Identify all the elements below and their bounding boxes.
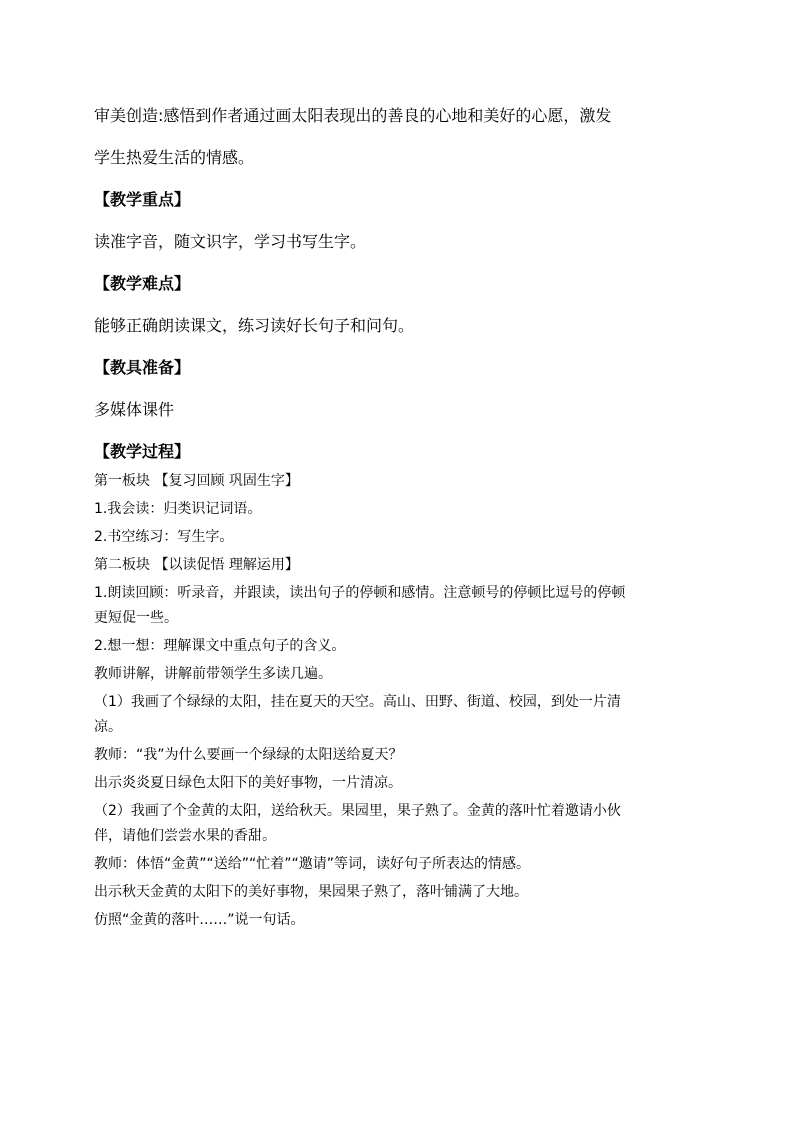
imitate-sentence: 仿照“金黄的落叶……”说一句话。 <box>94 912 305 928</box>
teacher-explain: 教师讲解，讲解前带领学生多读几遍。 <box>94 666 332 682</box>
aesthetic-line-1: 审美创造:感悟到作者通过画太阳表现出的善良的心地和美好的心愿，激发 <box>94 106 612 125</box>
sentence-1-line-1: （1）我画了个绿绿的太阳，挂在夏天的天空。高山、田野、街道、校园，到处一片清 <box>94 694 621 710</box>
block1-title: 第一板块 【复习回顾 巩固生字】 <box>94 473 299 489</box>
teacher-question-1: 教师：“我”为什么要画一个绿绿的太阳送给夏天？ <box>94 747 403 763</box>
document-page <box>94 98 706 929</box>
block2-item-2: 2.想一想：理解课文中重点句子的含义。 <box>94 638 346 654</box>
key-points-text: 读准字音，随文识字，学习书写生字。 <box>94 232 367 251</box>
block2-item-1-line-1: 1.朗读回顾：听录音，并跟读，读出句子的停顿和感情。注意顿号的停顿比逗号的停顿 <box>94 585 626 601</box>
block2-item-1-line-2: 更短促一些。 <box>94 610 178 626</box>
sentence-2-line-1: （2）我画了个金黄的太阳，送给秋天。果园里，果子熟了。金黄的落叶忙着邀请小伙 <box>94 803 621 819</box>
difficulties-text: 能够正确朗读课文，练习读好长句子和问句。 <box>94 316 415 335</box>
sentence-1-line-2: 凉。 <box>94 719 122 735</box>
materials-text: 多媒体课件 <box>94 400 175 419</box>
sentence-2-line-2: 伴，请他们尝尝水果的香甜。 <box>94 828 276 844</box>
heading-key-points: 【教学重点】 <box>94 190 191 209</box>
process-section <box>94 472 706 929</box>
block2-title: 第二板块 【以读促悟 理解运用】 <box>94 557 299 573</box>
show-autumn: 出示秋天金黄的太阳下的美好事物，果园果子熟了，落叶铺满了大地。 <box>94 884 528 900</box>
block1-item-1: 1.我会读：归类识记词语。 <box>94 501 262 517</box>
aesthetic-line-2: 学生热爱生活的情感。 <box>94 148 255 167</box>
heading-difficulties: 【教学难点】 <box>94 274 191 293</box>
heading-process: 【教学过程】 <box>94 442 191 461</box>
heading-materials: 【教具准备】 <box>94 358 191 377</box>
show-summer: 出示炎炎夏日绿色太阳下的美好事物，一片清凉。 <box>94 775 402 791</box>
block1-item-2: 2.书空练习：写生字。 <box>94 529 234 545</box>
teacher-question-2: 教师：体悟“金黄”“送给”“忙着”“邀请”等词，读好句子所表达的情感。 <box>94 856 531 872</box>
